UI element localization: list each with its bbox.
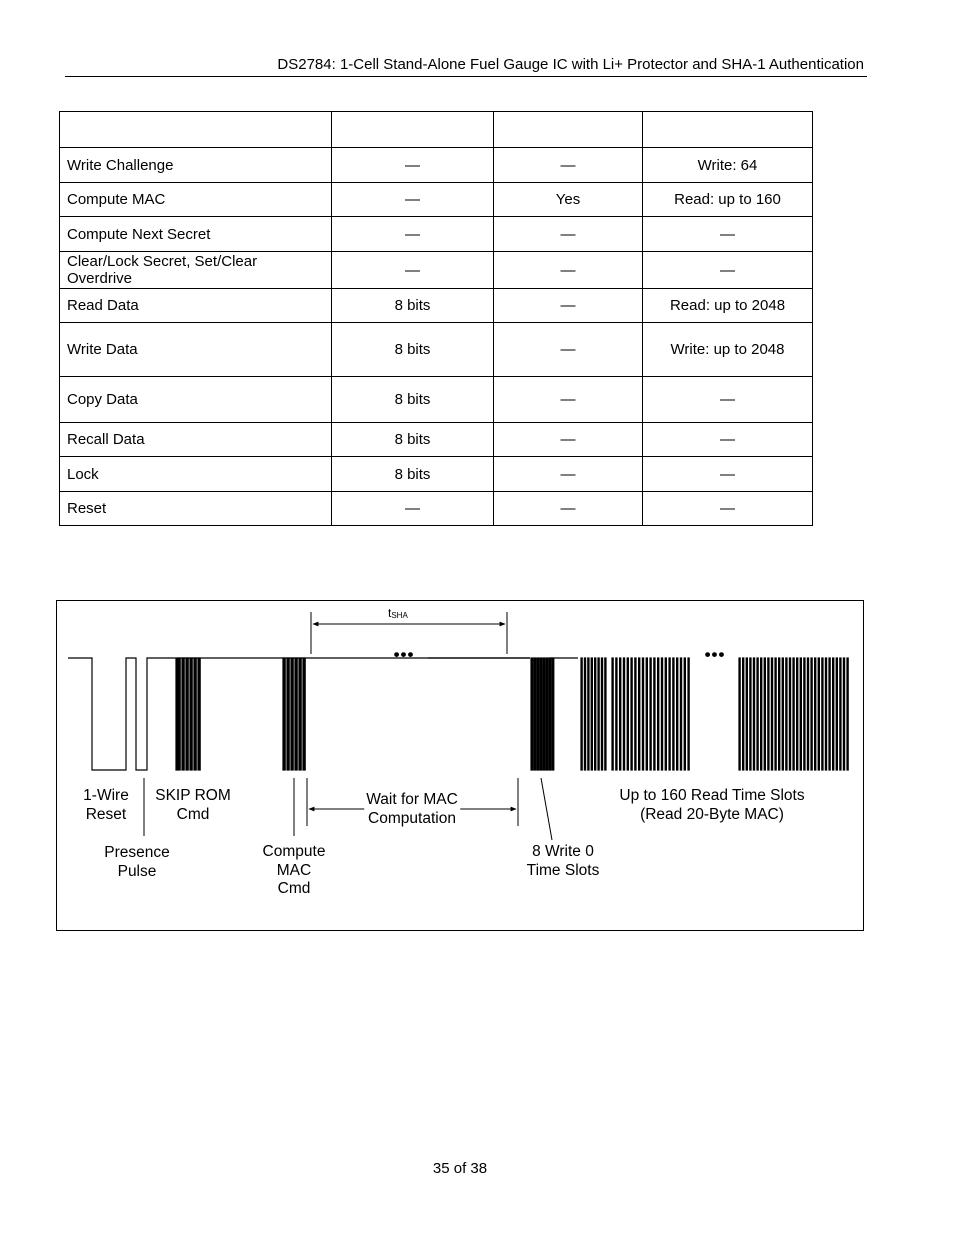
document-header-title: DS2784: 1-Cell Stand-Alone Fuel Gauge IC with Li+ Protector and SHA-1 Authentication (277, 56, 864, 73)
skip-rom-label: SKIP ROM Cmd (155, 787, 231, 823)
command-name-cell: Reset (60, 492, 332, 526)
time-slot-bar (673, 658, 674, 770)
time-slot-bar (635, 658, 636, 770)
ellipsis-mark: ••• (393, 645, 415, 664)
time-slot-bar (829, 658, 830, 770)
table-cell: — (494, 289, 643, 323)
table-cell: Write: 64 (643, 148, 813, 183)
time-slot-bar (182, 658, 184, 770)
time-slot-bar (546, 658, 548, 770)
time-slot-bars (178, 658, 848, 770)
command-name-cell: Write Challenge (60, 148, 332, 183)
time-slot-bar (581, 658, 582, 770)
command-name-cell: Recall Data (60, 423, 332, 457)
time-slot-bar (549, 658, 551, 770)
time-slot-bar (811, 658, 812, 770)
time-slot-bar (601, 658, 602, 770)
waveform-signal (68, 658, 578, 770)
time-slot-bar (299, 658, 301, 770)
time-slot-bar (768, 658, 769, 770)
time-slot-bar (836, 658, 837, 770)
time-slot-bar (646, 658, 647, 770)
time-slot-bar (775, 658, 776, 770)
table-cell: — (494, 457, 643, 492)
time-slot-bar (771, 658, 772, 770)
time-slot-bar (800, 658, 801, 770)
time-slot-bar (283, 658, 285, 770)
time-slot-bar (753, 658, 754, 770)
time-slot-bar (612, 658, 613, 770)
table-cell: — (332, 492, 494, 526)
time-slot-bar (807, 658, 808, 770)
time-slot-bar (782, 658, 783, 770)
time-slot-bar (843, 658, 844, 770)
table-cell: — (332, 252, 494, 289)
time-slot-bar (190, 658, 192, 770)
time-slot-bar (840, 658, 841, 770)
time-slot-bar (669, 658, 670, 770)
table-cell: — (643, 377, 813, 423)
table-cell: — (494, 423, 643, 457)
table-cell: — (332, 217, 494, 252)
table-cell: — (494, 217, 643, 252)
presence-pulse-label: Presence Pulse (104, 844, 170, 880)
time-slot-bar (186, 658, 188, 770)
table-cell: — (494, 377, 643, 423)
table-cell: — (494, 252, 643, 289)
table-cell: 8 bits (332, 423, 494, 457)
command-name-cell: Read Data (60, 289, 332, 323)
time-slot-bar (639, 658, 640, 770)
table-cell: — (494, 148, 643, 183)
table-cell: Read: up to 160 (643, 183, 813, 217)
time-slot-bar (750, 658, 751, 770)
ellipsis-mark: ••• (704, 645, 726, 664)
wire-reset-label: 1-Wire Reset (83, 787, 129, 823)
time-slot-bar (598, 658, 599, 770)
tsha-label: $t_{SHA}$ (388, 606, 408, 620)
table-cell: — (643, 252, 813, 289)
time-slot-bar (642, 658, 643, 770)
time-slot-bar (793, 658, 794, 770)
table-cell: — (643, 423, 813, 457)
time-slot-bar (833, 658, 834, 770)
time-slot-bar (287, 658, 289, 770)
table-cell: — (643, 492, 813, 526)
time-slot-bar (847, 658, 848, 770)
time-slot-bar (779, 658, 780, 770)
time-slot-bar (786, 658, 787, 770)
time-slot-bar (591, 658, 592, 770)
time-slot-bar (291, 658, 293, 770)
time-slot-bar (797, 658, 798, 770)
table-cell: — (332, 148, 494, 183)
command-name-cell: Copy Data (60, 377, 332, 423)
time-slot-bar (605, 658, 606, 770)
time-slot-bar (194, 658, 196, 770)
time-slot-bar (198, 658, 200, 770)
time-slot-bar (661, 658, 662, 770)
time-slot-bar (654, 658, 655, 770)
time-slot-bar (531, 658, 533, 770)
command-name-cell: Lock (60, 457, 332, 492)
table-cell: 8 bits (332, 289, 494, 323)
time-slot-bar (552, 658, 554, 770)
wait-mac-label: Wait for MAC Computation (366, 791, 458, 827)
time-slot-bar (178, 658, 180, 770)
time-slot-bar (822, 658, 823, 770)
time-slot-bar (764, 658, 765, 770)
read-slots-label: Up to 160 Read Time Slots (Read 20-Byte MAC) (619, 787, 805, 823)
time-slot-bar (804, 658, 805, 770)
time-slot-bar (631, 658, 632, 770)
command-name-cell: Write Data (60, 323, 332, 377)
time-slot-bar (627, 658, 628, 770)
time-slot-bar (680, 658, 681, 770)
time-slot-bar (534, 658, 536, 770)
table-cell: 8 bits (332, 377, 494, 423)
time-slot-bar (818, 658, 819, 770)
time-slot-bar (595, 658, 596, 770)
time-slot-bar (303, 658, 305, 770)
time-slot-bar (743, 658, 744, 770)
table-cell: Yes (494, 183, 643, 217)
time-slot-bar (620, 658, 621, 770)
time-slot-bar (295, 658, 297, 770)
command-name-cell: Clear/Lock Secret, Set/Clear Overdrive (60, 252, 332, 289)
command-name-cell: Compute MAC (60, 183, 332, 217)
time-slot-bar (677, 658, 678, 770)
time-slot-bar (616, 658, 617, 770)
table-cell: — (332, 183, 494, 217)
time-slot-bar (588, 658, 589, 770)
time-slot-bar (623, 658, 624, 770)
time-slot-bar (688, 658, 689, 770)
table-cell: — (643, 457, 813, 492)
time-slot-bar (825, 658, 826, 770)
time-slot-bar (537, 658, 539, 770)
time-slot-bar (746, 658, 747, 770)
time-slot-bar (658, 658, 659, 770)
time-slot-bar (584, 658, 585, 770)
time-slot-bar (543, 658, 545, 770)
table-cell: — (494, 323, 643, 377)
table-cell: 8 bits (332, 323, 494, 377)
time-slot-bar (815, 658, 816, 770)
time-slot-bar (665, 658, 666, 770)
page-number: 35 of 38 (432, 1160, 488, 1177)
time-slot-bar (761, 658, 762, 770)
time-slot-bar (757, 658, 758, 770)
write0-label: 8 Write 0 Time Slots (526, 843, 600, 879)
time-slot-bar (739, 658, 740, 770)
table-cell: 8 bits (332, 457, 494, 492)
table-cell: Write: up to 2048 (643, 323, 813, 377)
table-cell: — (643, 217, 813, 252)
time-slot-bar (684, 658, 685, 770)
table-cell: Read: up to 2048 (643, 289, 813, 323)
time-slot-bar (650, 658, 651, 770)
time-slot-bar (540, 658, 542, 770)
table-cell: — (494, 492, 643, 526)
time-slot-bar (789, 658, 790, 770)
write0-leader (541, 778, 552, 840)
compute-mac-label: Compute MAC Cmd (262, 843, 326, 897)
command-name-cell: Compute Next Secret (60, 217, 332, 252)
